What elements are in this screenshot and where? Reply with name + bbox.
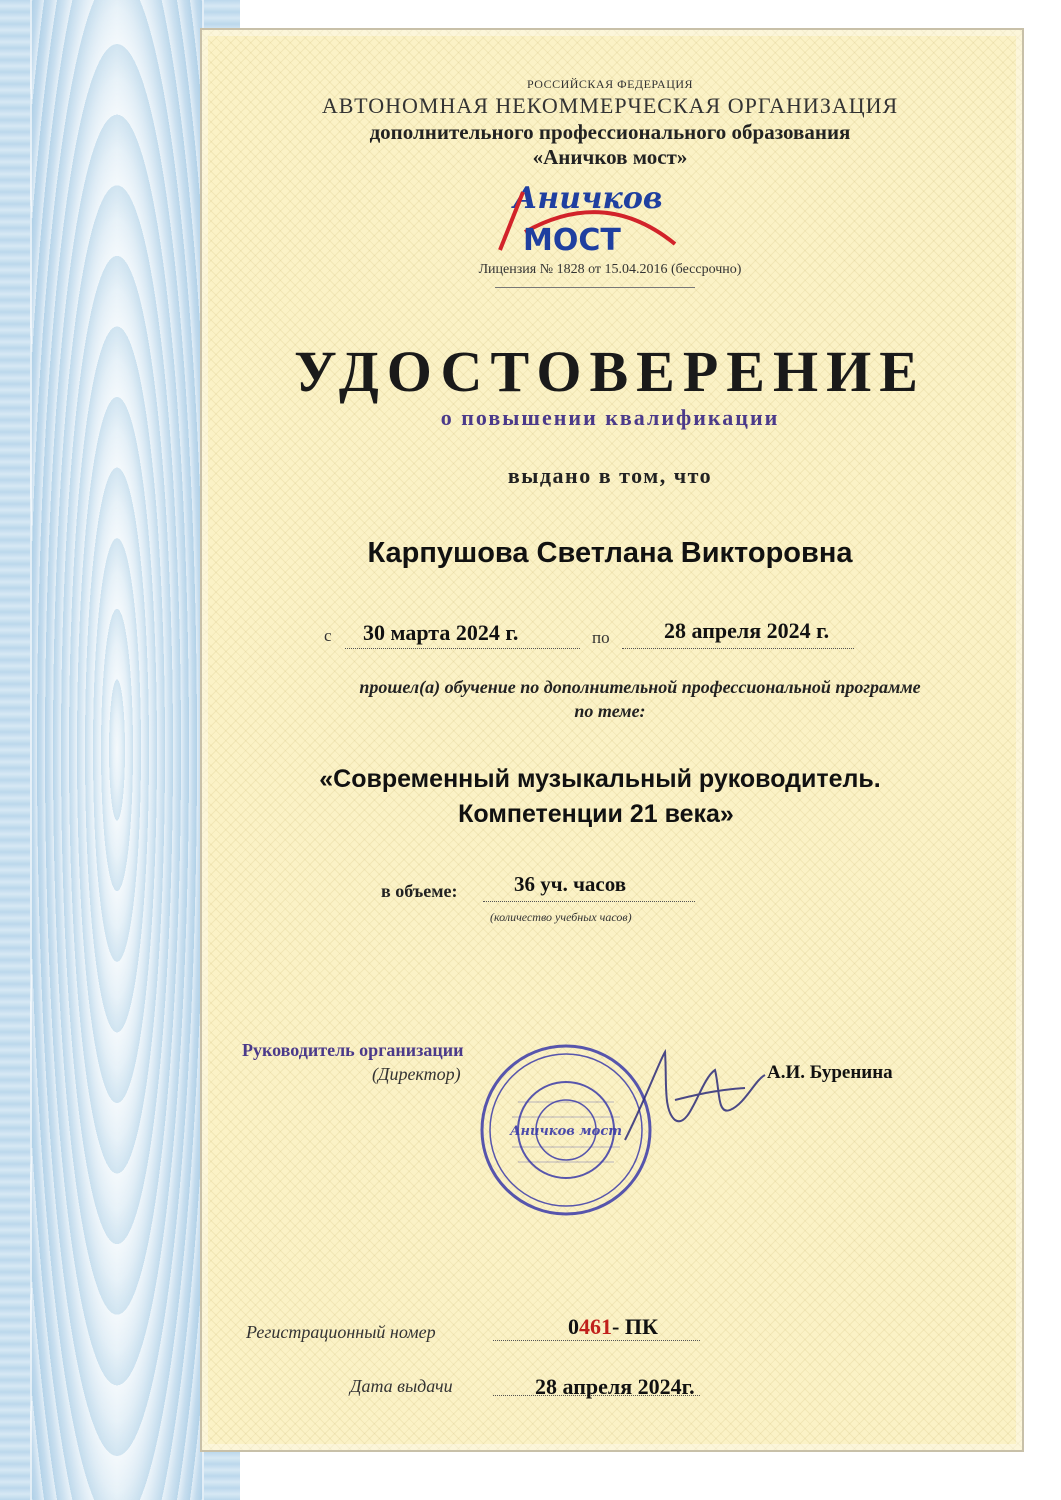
program-topic-line2: Компетенции 21 века» [458,800,734,828]
to-date-underline [622,648,854,649]
volume-underline [483,901,695,902]
org-kind-line: дополнительного профессионального образования [369,120,851,144]
recipient-name: Карпушова Светлана Викторовна [367,537,853,569]
logo-red-stroke [500,192,523,250]
issue-date: 28 апреля 2024г. [535,1374,695,1399]
license-underline [495,287,695,288]
program-intro-line1: прошел(а) обучение по дополнительной профессиональной программе [359,677,921,697]
anichkov-most-logo [495,172,685,258]
registration-dash: - [612,1314,620,1339]
org-name-line: «Аничков мост» [532,145,688,169]
from-date: 30 марта 2024 г. [363,620,519,645]
registration-suffix: ПК [624,1314,658,1339]
certificate-title: УДОСТОВЕРЕНИЕ [294,339,926,404]
logo-line1-text: Аничков [513,181,663,216]
registration-number [568,1314,658,1340]
registration-label: Регистрационный номер [246,1322,436,1342]
volume-label: в объеме: [381,881,458,901]
director-signature [605,1040,785,1160]
guilloche-ribbon [30,0,204,1500]
head-title: (Директор) [372,1064,461,1084]
registration-number-red: 461 [579,1314,612,1339]
country-line: РОССИЙСКАЯ ФЕДЕРАЦИЯ [526,77,694,91]
head-role: Руководитель организации [242,1040,464,1060]
registration-prefix: 0 [568,1314,579,1339]
logo-line2-text: МОСТ [523,223,621,258]
volume-value: 36 уч. часов [514,872,627,896]
registration-underline [493,1340,700,1341]
issued-text: выдано в том, что [507,463,713,488]
stamp-center-text: Аничков мост [509,1124,623,1139]
certificate-subtitle: о повышении квалификации [440,405,780,430]
license-line: Лицензия № 1828 от 15.04.2016 (бессрочно) [478,262,742,277]
to-label: по [592,628,610,647]
program-topic-line1: «Современный музыкальный руководитель. [319,765,881,793]
org-type-line: АВТОНОМНАЯ НЕКОММЕРЧЕСКАЯ ОРГАНИЗАЦИЯ [321,93,899,118]
to-date: 28 апреля 2024 г. [664,618,830,643]
from-date-underline [345,648,580,649]
volume-note: (количество учебных часов) [490,910,632,924]
director-name: А.И. Буренина [767,1062,893,1083]
issue-date-label: Дата выдачи [350,1376,453,1396]
from-label: с [324,626,332,645]
program-intro-line2: по теме: [574,701,646,721]
